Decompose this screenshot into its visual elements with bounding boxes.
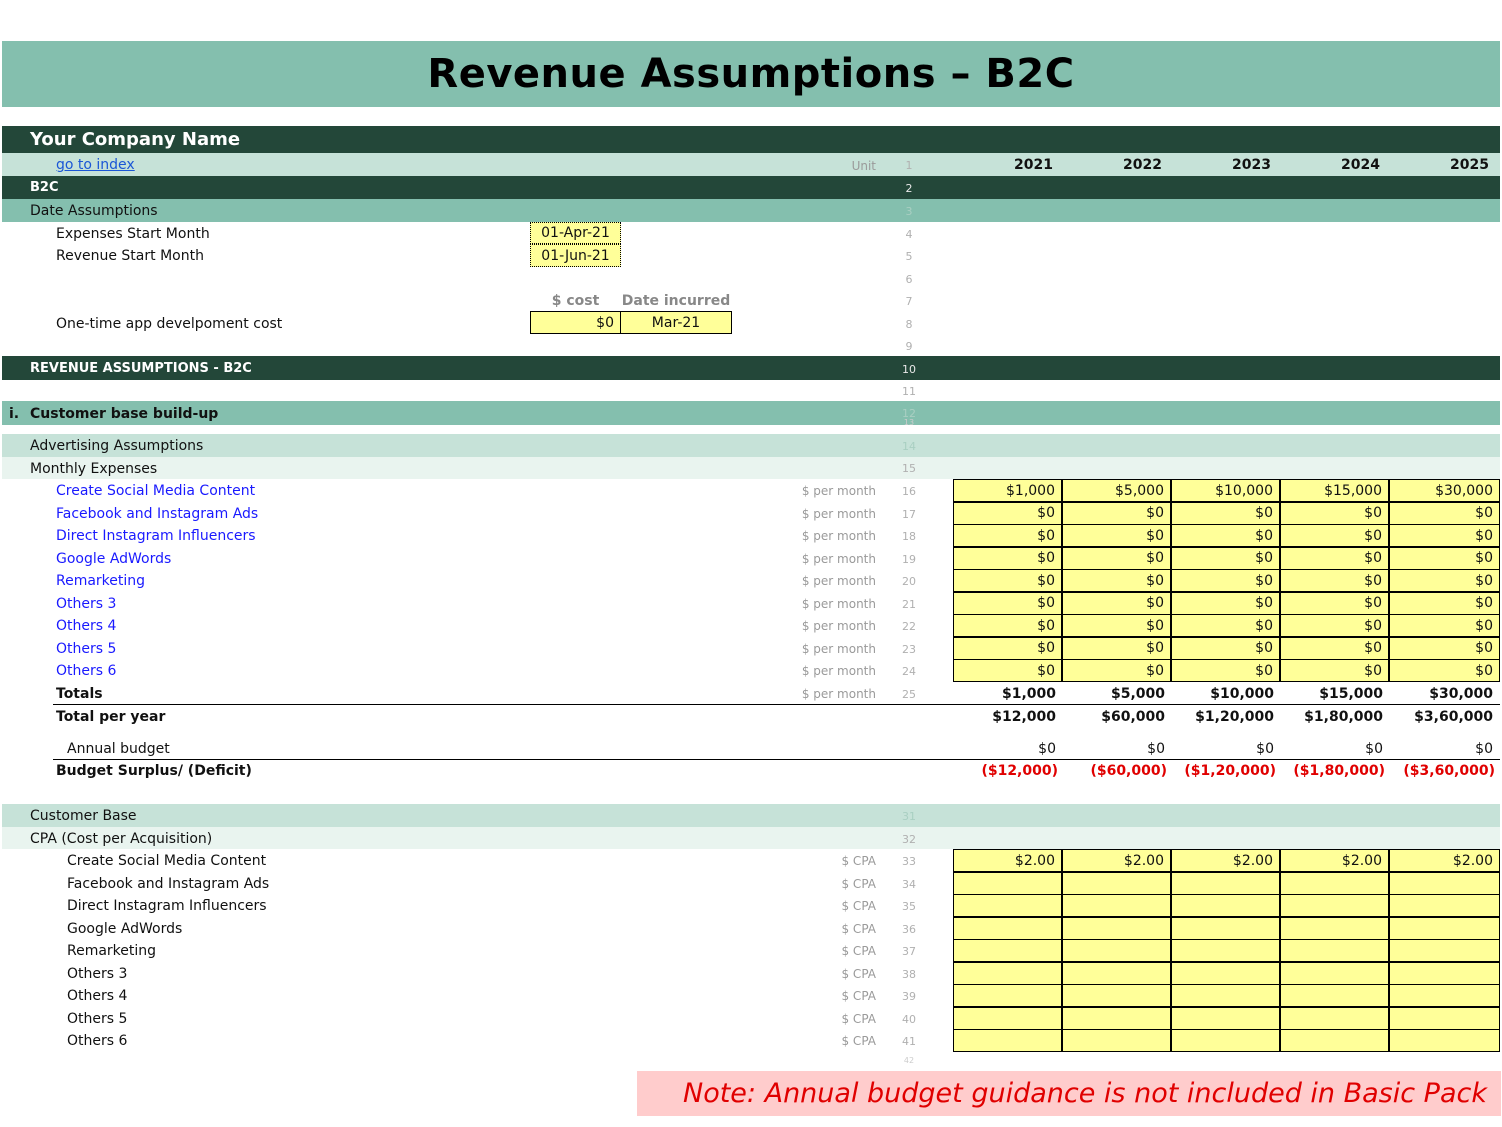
cpa-input-cell[interactable] xyxy=(1171,962,1280,985)
budget-divider xyxy=(53,759,1500,760)
expense-input-cell[interactable]: $0 xyxy=(1171,637,1280,660)
expense-unit: $ per month xyxy=(801,574,876,588)
expense-input-cell[interactable]: $0 xyxy=(953,502,1062,525)
annual-budget-2022: $0 xyxy=(1147,741,1165,757)
expense-input-cell[interactable]: $0 xyxy=(1389,524,1500,547)
expense-label: Direct Instagram Influencers xyxy=(56,528,256,544)
expense-input-cell[interactable]: $0 xyxy=(1171,569,1280,592)
annual-budget-2023: $0 xyxy=(1256,741,1274,757)
revenue-start-label: Revenue Start Month xyxy=(56,248,204,264)
cpa-input-cell[interactable] xyxy=(1062,939,1171,962)
row-number: 25 xyxy=(902,688,916,701)
expense-input-cell[interactable]: $0 xyxy=(1280,524,1389,547)
cpa-unit: $ CPA xyxy=(841,944,876,958)
row-number: 19 xyxy=(902,552,916,566)
cpa-input-cell[interactable] xyxy=(1062,984,1171,1007)
section-number: i. xyxy=(9,406,20,422)
expense-unit: $ per month xyxy=(801,506,876,521)
expense-input-cell[interactable]: $0 xyxy=(1062,547,1171,570)
expense-label: Google AdWords xyxy=(56,550,172,567)
cpa-input-cell[interactable] xyxy=(1280,894,1389,917)
cpa-input-cell[interactable] xyxy=(1389,872,1500,895)
expense-input-cell[interactable]: $0 xyxy=(1171,524,1280,547)
row-number: 31 xyxy=(902,810,916,823)
expense-input-cell[interactable]: $0 xyxy=(1171,502,1280,525)
expense-input-cell[interactable]: $0 xyxy=(1280,592,1389,615)
expense-input-cell[interactable]: $0 xyxy=(1280,614,1389,637)
surplus-2025: ($3,60,000) xyxy=(1403,763,1495,779)
totals-value-2022: $5,000 xyxy=(1110,686,1165,702)
cpa-input-cell[interactable] xyxy=(1389,1007,1500,1030)
cpa-unit: $ CPA xyxy=(841,989,876,1003)
totals-value-2025: $30,000 xyxy=(1429,686,1493,702)
cpa-unit: $ CPA xyxy=(841,966,876,981)
note-text: Note: Annual budget guidance is not included in Basic Pack xyxy=(683,1078,1487,1109)
cpa-unit: $ CPA xyxy=(841,1034,876,1048)
cost-header: $ cost xyxy=(551,293,600,309)
cpa-input-cell[interactable] xyxy=(953,917,1062,940)
row-number: 42 xyxy=(903,1056,915,1065)
expense-input-cell[interactable]: $0 xyxy=(1280,547,1389,570)
cpa-input-cell[interactable] xyxy=(953,962,1062,985)
cpa-row-label: Facebook and Instagram Ads xyxy=(67,875,270,892)
expense-input-cell[interactable]: $0 xyxy=(1062,569,1171,592)
expense-input-cell[interactable]: $0 xyxy=(1062,524,1171,547)
expense-input-cell[interactable]: $0 xyxy=(1280,659,1389,682)
row-number: 18 xyxy=(902,530,916,543)
expense-input-cell[interactable]: $10,000 xyxy=(1171,479,1280,502)
go-to-index-link[interactable]: go to index xyxy=(56,157,135,173)
cpa-unit: $ CPA xyxy=(841,854,876,868)
expense-label: Facebook and Instagram Ads xyxy=(56,505,259,522)
cpa-input-cell[interactable] xyxy=(953,984,1062,1007)
expense-input-cell[interactable]: $0 xyxy=(1389,659,1500,682)
expense-input-cell[interactable]: $0 xyxy=(1062,502,1171,525)
cpa-row-label: Remarketing xyxy=(67,943,157,959)
expense-input-cell[interactable]: $0 xyxy=(1389,502,1500,525)
expense-input-cell[interactable]: $0 xyxy=(953,592,1062,615)
cpa-input-cell[interactable] xyxy=(1280,872,1389,895)
expense-unit: $ per month xyxy=(801,484,876,498)
app-date-input[interactable]: Mar-21 xyxy=(620,311,732,334)
customer-base-buildup-header xyxy=(2,401,1500,425)
cpa-input-cell[interactable]: $2.00 xyxy=(953,849,1062,872)
year-2025: 2025 xyxy=(1450,157,1489,173)
customer-base-label: Customer Base xyxy=(30,808,137,824)
cpa-input-cell[interactable]: $2.00 xyxy=(1280,849,1389,872)
customer-base-header xyxy=(2,804,1500,827)
cpa-input-cell[interactable]: $2.00 xyxy=(1389,849,1500,872)
expense-input-cell[interactable]: $0 xyxy=(1171,659,1280,682)
total-per-year-2024: $1,80,000 xyxy=(1304,709,1383,725)
annual-budget-label: Annual budget xyxy=(67,741,170,757)
row-number: 37 xyxy=(902,945,916,958)
cpa-input-cell[interactable] xyxy=(1280,962,1389,985)
b2c-label: B2C xyxy=(30,180,59,195)
cpa-row-label: Direct Instagram Influencers xyxy=(67,898,267,914)
row-number: 39 xyxy=(902,990,916,1003)
cpa-input-cell[interactable] xyxy=(953,1029,1062,1052)
totals-value-2024: $15,000 xyxy=(1319,686,1383,702)
date-incurred-header: Date incurred xyxy=(621,293,731,309)
expense-input-cell[interactable]: $5,000 xyxy=(1062,479,1171,502)
cpa-unit: $ CPA xyxy=(841,899,876,913)
company-name: Your Company Name xyxy=(30,129,241,150)
totals-value-2023: $10,000 xyxy=(1210,686,1274,702)
row-number: 34 xyxy=(902,877,916,891)
expense-input-cell[interactable]: $0 xyxy=(1389,569,1500,592)
expenses-start-label: Expenses Start Month xyxy=(56,226,210,242)
annual-budget-2024: $0 xyxy=(1365,741,1383,757)
expense-input-cell[interactable]: $0 xyxy=(953,637,1062,660)
cpa-input-cell[interactable] xyxy=(953,894,1062,917)
expense-label: Create Social Media Content xyxy=(56,483,256,499)
cpa-header xyxy=(2,827,1500,849)
row-number: 13 xyxy=(903,418,915,427)
cpa-input-cell[interactable] xyxy=(1171,917,1280,940)
cpa-row-label: Others 6 xyxy=(67,1033,128,1049)
year-2023: 2023 xyxy=(1232,157,1271,173)
row-number: 9 xyxy=(905,340,913,353)
customer-base-buildup-label: Customer base build-up xyxy=(30,406,219,422)
basic-pack-note xyxy=(637,1071,1501,1116)
row-number: 21 xyxy=(902,597,916,611)
monthly-expenses-label: Monthly Expenses xyxy=(30,461,158,477)
total-per-year-label: Total per year xyxy=(56,709,166,725)
cpa-input-cell[interactable] xyxy=(1062,872,1171,895)
row-number: 4 xyxy=(905,228,913,241)
cpa-input-cell[interactable] xyxy=(1280,917,1389,940)
cpa-input-cell[interactable]: $2.00 xyxy=(1171,849,1280,872)
row-number: 10 xyxy=(902,363,916,376)
header-row xyxy=(2,153,1500,176)
cpa-input-cell[interactable] xyxy=(1389,894,1500,917)
expense-unit: $ per month xyxy=(801,596,876,611)
expense-input-cell[interactable]: $0 xyxy=(1171,614,1280,637)
sheet-title-band xyxy=(2,41,1500,107)
row-number: 11 xyxy=(902,385,916,398)
advertising-label: Advertising Assumptions xyxy=(30,438,204,454)
unit-header: Unit xyxy=(851,159,876,173)
surplus-2023: ($1,20,000) xyxy=(1184,763,1276,779)
total-per-year-2022: $60,000 xyxy=(1101,709,1165,725)
row-number: 32 xyxy=(902,833,916,846)
app-cost-input[interactable]: $0 xyxy=(530,311,621,334)
expense-label: Others 3 xyxy=(56,595,117,612)
annual-budget-2025: $0 xyxy=(1475,741,1493,757)
cpa-unit: $ CPA xyxy=(841,876,876,891)
cpa-input-cell[interactable] xyxy=(1171,894,1280,917)
expense-unit: $ per month xyxy=(801,551,876,566)
b2c-header xyxy=(2,176,1500,199)
cpa-unit: $ CPA xyxy=(841,921,876,936)
row-number: 36 xyxy=(902,922,916,936)
expense-input-cell[interactable]: $0 xyxy=(1062,592,1171,615)
cpa-input-cell[interactable] xyxy=(1280,1029,1389,1052)
row-number: 5 xyxy=(905,250,913,263)
expense-input-cell[interactable]: $0 xyxy=(1062,659,1171,682)
cpa-input-cell[interactable] xyxy=(1280,984,1389,1007)
expense-input-cell[interactable]: $0 xyxy=(1389,592,1500,615)
total-per-year-2021: $12,000 xyxy=(992,709,1056,725)
row-number: 15 xyxy=(902,462,916,475)
totals-label: Totals xyxy=(56,686,103,702)
cpa-row-label: Create Social Media Content xyxy=(67,853,267,869)
row-number: 41 xyxy=(902,1035,916,1048)
total-per-year-2025: $3,60,000 xyxy=(1414,709,1493,725)
expense-unit: $ per month xyxy=(801,641,876,656)
row-number: 14 xyxy=(902,440,916,453)
expense-unit: $ per month xyxy=(801,664,876,678)
row-number: 12 xyxy=(902,407,916,420)
expense-input-cell[interactable]: $0 xyxy=(1280,637,1389,660)
year-2021: 2021 xyxy=(1014,157,1053,173)
expense-input-cell[interactable]: $0 xyxy=(1389,614,1500,637)
row-number: 38 xyxy=(902,967,916,981)
row-number: 8 xyxy=(905,318,913,331)
expense-input-cell[interactable]: $0 xyxy=(953,659,1062,682)
cpa-row-label: Others 3 xyxy=(67,965,128,982)
expense-input-cell[interactable]: $0 xyxy=(1171,547,1280,570)
cpa-input-cell[interactable] xyxy=(1062,962,1171,985)
cpa-input-cell[interactable]: $2.00 xyxy=(1062,849,1171,872)
cpa-input-cell[interactable] xyxy=(1389,962,1500,985)
cpa-input-cell[interactable] xyxy=(1062,1007,1171,1030)
row-number: 1 xyxy=(905,159,913,172)
row-number: 16 xyxy=(902,485,916,498)
expense-input-cell[interactable]: $0 xyxy=(953,547,1062,570)
cpa-row-label: Others 5 xyxy=(67,1010,128,1027)
revenue-start-input[interactable]: 01-Jun-21 xyxy=(530,244,621,267)
row-number: 33 xyxy=(902,855,916,868)
cpa-input-cell[interactable] xyxy=(953,939,1062,962)
cpa-label: CPA (Cost per Acquisition) xyxy=(30,831,213,847)
expense-input-cell[interactable]: $0 xyxy=(1280,502,1389,525)
cpa-input-cell[interactable] xyxy=(1171,1029,1280,1052)
app-cost-label: One-time app develpoment cost xyxy=(56,316,283,332)
year-2024: 2024 xyxy=(1341,157,1380,173)
expense-label: Others 6 xyxy=(56,663,117,679)
row-number: 6 xyxy=(905,273,913,286)
row-number: 35 xyxy=(902,900,916,913)
expense-unit: $ per month xyxy=(801,619,876,633)
monthly-expenses-header xyxy=(2,457,1500,479)
cpa-input-cell[interactable] xyxy=(1171,984,1280,1007)
cpa-input-cell[interactable] xyxy=(1280,939,1389,962)
expense-input-cell[interactable]: $0 xyxy=(953,614,1062,637)
date-assumptions-header xyxy=(2,199,1500,222)
cpa-row-label: Google AdWords xyxy=(67,920,183,937)
expense-label: Others 5 xyxy=(56,640,117,657)
totals-unit: $ per month xyxy=(801,687,876,701)
totals-divider xyxy=(53,704,1500,705)
advertising-header xyxy=(2,434,1500,457)
cpa-input-cell[interactable] xyxy=(1171,872,1280,895)
expense-input-cell[interactable]: $0 xyxy=(1171,592,1280,615)
cpa-input-cell[interactable] xyxy=(1171,1007,1280,1030)
annual-budget-2021: $0 xyxy=(1038,741,1056,757)
row-number: 20 xyxy=(902,575,916,588)
row-number: 17 xyxy=(902,507,916,521)
expense-input-cell[interactable]: $15,000 xyxy=(1280,479,1389,502)
cpa-unit: $ CPA xyxy=(841,1011,876,1026)
row-number: 23 xyxy=(902,642,916,656)
expenses-start-input[interactable]: 01-Apr-21 xyxy=(530,222,621,244)
expense-label: Remarketing xyxy=(56,573,146,589)
expense-input-cell[interactable]: $0 xyxy=(1062,637,1171,660)
expense-label: Others 4 xyxy=(56,618,117,634)
expense-input-cell[interactable]: $0 xyxy=(953,569,1062,592)
row-number: 40 xyxy=(902,1012,916,1026)
expense-unit: $ per month xyxy=(801,529,876,543)
row-number: 24 xyxy=(902,665,916,678)
cpa-input-cell[interactable] xyxy=(1389,1029,1500,1052)
revenue-assumptions-label: REVENUE ASSUMPTIONS - B2C xyxy=(30,361,252,376)
surplus-2021: ($12,000) xyxy=(981,763,1058,779)
cpa-input-cell[interactable] xyxy=(1389,984,1500,1007)
surplus-2022: ($60,000) xyxy=(1090,763,1167,779)
cpa-row-label: Others 4 xyxy=(67,988,128,1004)
row-number: 7 xyxy=(905,295,913,308)
cpa-input-cell[interactable] xyxy=(953,1007,1062,1030)
expense-input-cell[interactable]: $0 xyxy=(1280,569,1389,592)
row-number: 2 xyxy=(905,182,913,195)
cpa-input-cell[interactable] xyxy=(1171,939,1280,962)
total-per-year-2023: $1,20,000 xyxy=(1195,709,1274,725)
surplus-label: Budget Surplus/ (Deficit) xyxy=(56,763,252,779)
year-2022: 2022 xyxy=(1123,157,1162,173)
cpa-input-cell[interactable] xyxy=(1062,917,1171,940)
expense-input-cell[interactable]: $0 xyxy=(1389,637,1500,660)
expense-input-cell[interactable]: $1,000 xyxy=(953,479,1062,502)
date-assumptions-label: Date Assumptions xyxy=(30,203,158,219)
expense-input-cell[interactable]: $0 xyxy=(1062,614,1171,637)
expense-input-cell[interactable]: $30,000 xyxy=(1389,479,1500,502)
cpa-input-cell[interactable] xyxy=(1062,1029,1171,1052)
surplus-2024: ($1,80,000) xyxy=(1293,763,1385,779)
sheet-title: Revenue Assumptions – B2C xyxy=(427,51,1075,97)
row-number: 3 xyxy=(905,205,913,218)
cpa-input-cell[interactable] xyxy=(1389,939,1500,962)
row-number: 22 xyxy=(902,620,916,633)
expense-input-cell[interactable]: $0 xyxy=(1389,547,1500,570)
cpa-input-cell[interactable] xyxy=(1280,1007,1389,1030)
totals-value-2021: $1,000 xyxy=(1001,686,1056,702)
expense-input-cell[interactable]: $0 xyxy=(953,524,1062,547)
cpa-input-cell[interactable] xyxy=(953,872,1062,895)
cpa-input-cell[interactable] xyxy=(1062,894,1171,917)
cpa-input-cell[interactable] xyxy=(1389,917,1500,940)
